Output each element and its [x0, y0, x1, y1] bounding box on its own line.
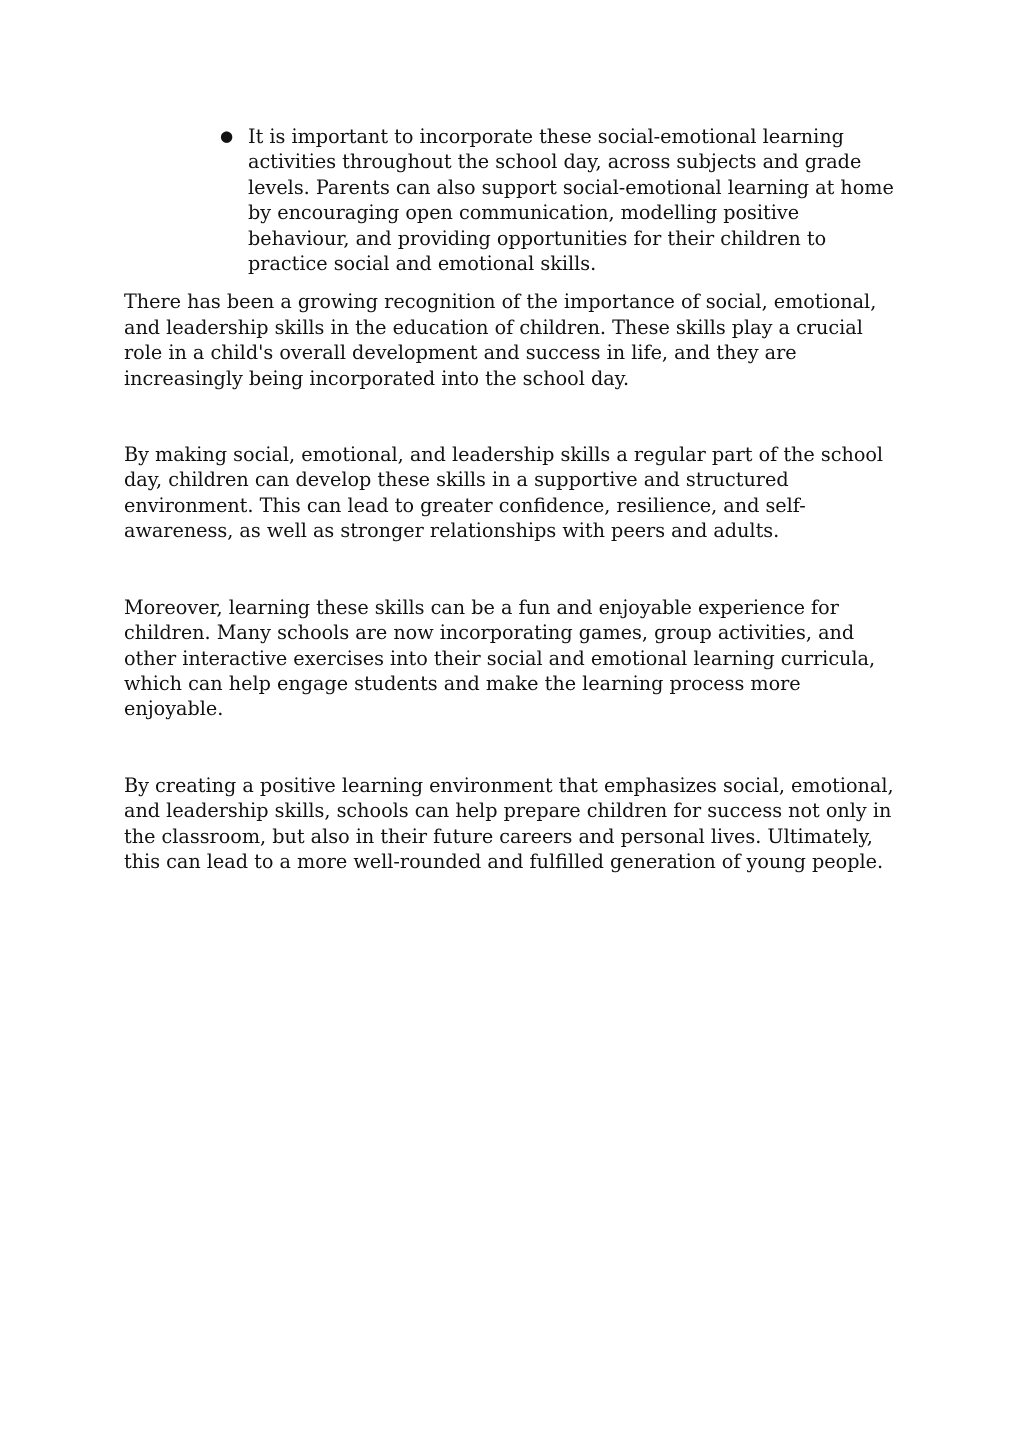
document-body — [124, 124, 899, 925]
bullet-dot-icon: ● — [220, 127, 234, 145]
bullet-list — [124, 124, 899, 276]
bullet-item — [124, 124, 899, 276]
bullet-text: It is important to incorporate these social-emotional learning activities throughout the school day, across subjects and grade levels. Parents can also support social-emotional learning at home by encouraging open communication, modelling positive behaviour, and providing opportunities for their children to practice social and emotional skills. — [248, 125, 894, 276]
paragraph-positive-environment: By creating a positive learning environment that emphasizes social, emotional, and leadership skills, schools can help prepare children for success not only in the classroom, but also in their future careers and personal lives. Ultimately, this can lead to a more well-rounded and fulfilled generation of young people. — [124, 773, 894, 873]
paragraph-regular-part: By making social, emotional, and leadership skills a regular part of the school day, children can develop these skills in a supportive and structured environment. This can lead to greater confidence, resilience, and self-awareness, as well as stronger relationships with peers and adults. — [124, 443, 884, 543]
paragraph-recognition: There has been a growing recognition of the importance of social, emotional, and leadership skills in the education of children. These skills play a crucial role in a child's overall development and success in life, and they are increasingly being incorporated into the school day. — [124, 290, 877, 390]
paragraph-fun-experience: Moreover, learning these skills can be a fun and enjoyable experience for children. Many schools are now incorporating games, group activities, and other interactive exercises into their social and emotional learning curricula, which can help engage students and make the learning process more enjoyable. — [124, 595, 876, 721]
